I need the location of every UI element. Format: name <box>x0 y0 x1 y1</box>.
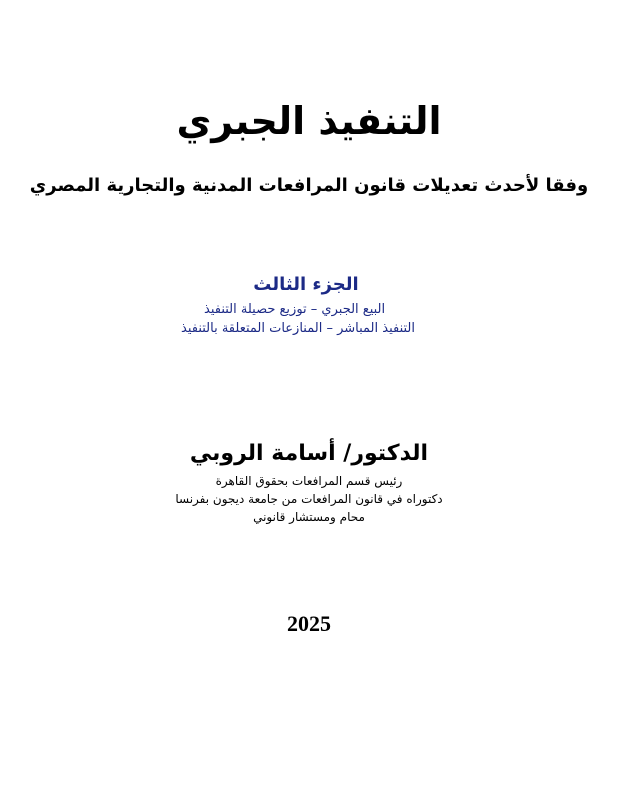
part-title: الجزء الثالث <box>253 274 359 295</box>
author-credential: محام ومستشار قانوني <box>253 510 365 524</box>
book-subtitle: وفقا لأحدث تعديلات قانون المرافعات المدنية والتجارية المصري <box>29 175 589 196</box>
part-section <box>170 270 442 338</box>
author-name: الدكتور/ أسامة الروبي <box>189 441 429 466</box>
publication-year: 2025 <box>287 611 331 636</box>
part-topic-line: التنفيذ المباشر – المنازعات المتعلقة بالتنفيذ <box>181 321 415 336</box>
author-section <box>0 436 618 526</box>
part-topic-line: البيع الجبري – توزيع حصيلة التنفيذ <box>204 302 386 317</box>
author-credential: رئيس قسم المرافعات بحقوق القاهرة <box>215 474 403 488</box>
book-title: التنفيذ الجبري <box>176 99 442 143</box>
author-credential: دكتوراه في قانون المرافعات من جامعة ديجون بفرنسا <box>175 492 443 506</box>
